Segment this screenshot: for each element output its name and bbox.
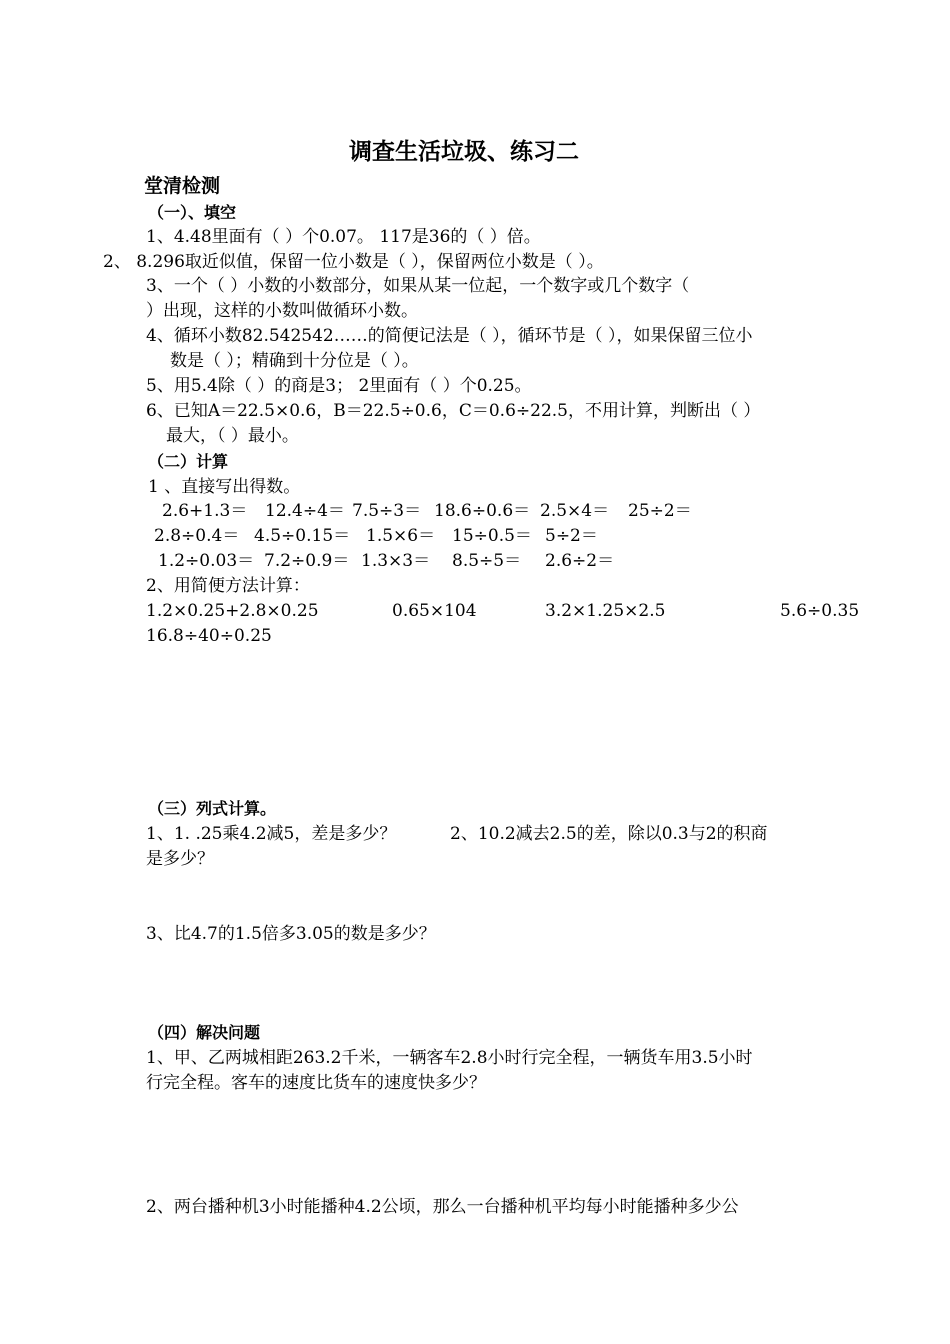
- calc-item: 15÷0.5＝: [452, 526, 532, 546]
- fill-q6-line1: 6、已知A＝22.5×0.6，B＝22.5÷0.6，C＝0.6÷22.5，不用计算，判断出（ ）: [146, 401, 761, 421]
- expr-q1: 1、1. .25乘4.2减5，差是多少？: [146, 824, 397, 844]
- calc-sub2: 2、用简便方法计算：: [146, 576, 310, 596]
- page-title: 调查生活垃圾、练习二: [349, 139, 579, 165]
- fill-q6-line2: 最大，（ ）最小。: [166, 426, 299, 446]
- calc-item: 1.3×3＝: [361, 551, 431, 571]
- problem-q2-line1: 2、两台播种机3小时能播种4.2公顷，那么一台播种机平均每小时能播种多少公: [146, 1197, 739, 1217]
- calc-item: 7.5÷3＝: [352, 501, 422, 521]
- section-heading-main: 堂清检测: [144, 175, 221, 197]
- calc-item: 5÷2＝: [545, 526, 598, 546]
- simplify-item: 0.65×104: [392, 601, 477, 621]
- fill-q3-line1: 3、一个（ ）小数的小数部分，如果从某一位起，一个数字或几个数字（: [146, 276, 690, 296]
- calc-item: 4.5÷0.15＝: [254, 526, 351, 546]
- calc-item: 2.6÷2＝: [545, 551, 615, 571]
- calc-item: 1.2÷0.03＝: [158, 551, 255, 571]
- simplify-item: 3.2×1.25×2.5: [545, 601, 666, 621]
- calc-item: 2.5×4＝: [540, 501, 610, 521]
- calc-item: 18.6÷0.6＝: [434, 501, 531, 521]
- calc-item: 12.4÷4＝: [265, 501, 345, 521]
- fill-q4-line1: 4、循环小数82.542542……的简便记法是（ ），循环节是（ ），如果保留三位小: [146, 326, 753, 346]
- simplify-item: 1.2×0.25+2.8×0.25: [146, 601, 319, 621]
- expr-q2-line1: 2、10.2减去2.5的差，除以0.3与2的积商: [450, 824, 768, 844]
- fill-q1: 1、4.48里面有（ ）个0.07。 117是36的（ ）倍。: [146, 227, 541, 247]
- section3-heading: （三）列式计算。: [148, 799, 277, 818]
- calc-item: 1.5×6＝: [366, 526, 436, 546]
- calc-sub1: 1 、直接写出得数。: [148, 477, 301, 497]
- problem-q1-line2: 行完全程。客车的速度比货车的速度快多少？: [146, 1073, 486, 1093]
- simplify-item: 5.6÷0.35: [780, 601, 860, 621]
- section1-heading: （一）、填空: [148, 203, 237, 222]
- section4-heading: （四）解决问题: [148, 1023, 261, 1042]
- expr-q3: 3、比4.7的1.5倍多3.05的数是多少？: [146, 924, 436, 944]
- fill-q3-line2: ）出现，这样的小数叫做循环小数。: [146, 301, 418, 321]
- calc-item: 25÷2＝: [628, 501, 692, 521]
- calc-item: 2.6+1.3＝: [162, 501, 248, 521]
- fill-q5: 5、用5.4除（ ）的商是3； 2里面有（ ）个0.25。: [146, 376, 532, 396]
- problem-q1-line1: 1、甲、乙两城相距263.2千米，一辆客车2.8小时行完全程，一辆货车用3.5小时: [146, 1048, 753, 1068]
- expr-q2-line2: 是多少？: [146, 849, 214, 869]
- calc-item: 2.8÷0.4＝: [154, 526, 240, 546]
- calc-item: 8.5÷5＝: [452, 551, 522, 571]
- fill-q2: 2、 8.296取近似值，保留一位小数是（ ），保留两位小数是（ ）。: [103, 252, 604, 272]
- fill-q4-line2: 数是（ ）；精确到十分位是（ ）。: [170, 351, 419, 371]
- section2-heading: （二）计算: [148, 452, 229, 471]
- calc-item: 7.2÷0.9＝: [264, 551, 350, 571]
- simplify-item: 16.8÷40÷0.25: [146, 626, 272, 646]
